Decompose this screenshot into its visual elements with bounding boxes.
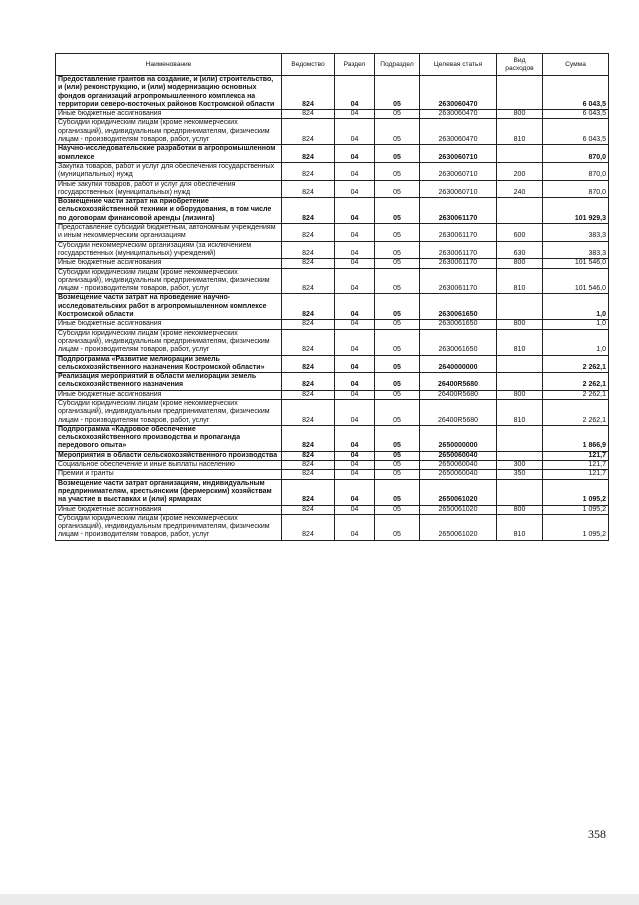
- cell-section: 04: [335, 425, 375, 451]
- cell-expense-type: [497, 198, 543, 224]
- cell-name: Научно-исследовательские разработки в агропромышленном комплексе: [56, 145, 282, 163]
- cell-expense-type: 240: [497, 180, 543, 198]
- cell-expense-type: 800: [497, 320, 543, 329]
- cell-amount: 2 262,1: [543, 355, 609, 373]
- cell-department: 824: [282, 76, 335, 110]
- cell-target-article: 2630060470: [420, 110, 497, 119]
- cell-section: 04: [335, 479, 375, 505]
- cell-name: Социальное обеспечение и иные выплаты населению: [56, 461, 282, 470]
- cell-expense-type: 630: [497, 241, 543, 259]
- table-row: [56, 119, 609, 145]
- cell-name: Возмещение части затрат организациям, индивидуальным предпринимателям, крестьянским (фермерским) хозяйствам на участие в выставках и (или) ярмарках: [56, 479, 282, 505]
- cell-department: 824: [282, 514, 335, 540]
- cell-department: 824: [282, 224, 335, 242]
- cell-expense-type: [497, 425, 543, 451]
- table-row: [56, 514, 609, 540]
- cell-expense-type: 800: [497, 390, 543, 399]
- cell-expense-type: 200: [497, 162, 543, 180]
- cell-amount: 121,7: [543, 451, 609, 460]
- cell-expense-type: [497, 76, 543, 110]
- cell-target-article: 2630061170: [420, 259, 497, 268]
- col-header-section: Раздел: [335, 54, 375, 76]
- table-row: [56, 399, 609, 425]
- cell-subsection: 05: [375, 198, 420, 224]
- col-header-expense-type: Вид расходов: [497, 54, 543, 76]
- cell-target-article: 2630060710: [420, 180, 497, 198]
- cell-target-article: 26400R5680: [420, 399, 497, 425]
- table-row: [56, 224, 609, 242]
- page-number: 358: [588, 827, 606, 841]
- cell-target-article: 2650061020: [420, 514, 497, 540]
- cell-section: 04: [335, 514, 375, 540]
- cell-target-article: 2640000000: [420, 355, 497, 373]
- scan-bottom-edge: [0, 894, 639, 905]
- cell-subsection: 05: [375, 241, 420, 259]
- cell-amount: 870,0: [543, 180, 609, 198]
- cell-section: 04: [335, 145, 375, 163]
- cell-section: 04: [335, 329, 375, 355]
- cell-subsection: 05: [375, 425, 420, 451]
- cell-department: 824: [282, 451, 335, 460]
- cell-section: 04: [335, 76, 375, 110]
- cell-name: Премии и гранты: [56, 470, 282, 479]
- table-body: [56, 76, 609, 541]
- table-row: [56, 479, 609, 505]
- cell-subsection: 05: [375, 119, 420, 145]
- cell-section: 04: [335, 198, 375, 224]
- cell-section: 04: [335, 241, 375, 259]
- table-row: [56, 241, 609, 259]
- cell-department: 824: [282, 479, 335, 505]
- cell-name: Возмещение части затрат на приобретение сельскохозяйственной техники и оборудования, в том числе по договорам финансовой аренды (лизинга): [56, 198, 282, 224]
- cell-section: 04: [335, 294, 375, 320]
- col-header-department: Ведомство: [282, 54, 335, 76]
- cell-subsection: 05: [375, 390, 420, 399]
- cell-subsection: 05: [375, 399, 420, 425]
- cell-amount: 1,0: [543, 294, 609, 320]
- cell-subsection: 05: [375, 479, 420, 505]
- cell-name: Реализация мероприятий в области мелиорации земель сельскохозяйственного назначения: [56, 373, 282, 391]
- cell-name: Иные бюджетные ассигнования: [56, 259, 282, 268]
- cell-target-article: 2650000000: [420, 425, 497, 451]
- cell-amount: 1 095,2: [543, 479, 609, 505]
- table-row: [56, 373, 609, 391]
- cell-expense-type: 800: [497, 259, 543, 268]
- cell-department: 824: [282, 241, 335, 259]
- cell-expense-type: 810: [497, 329, 543, 355]
- cell-amount: 2 262,1: [543, 373, 609, 391]
- cell-subsection: 05: [375, 224, 420, 242]
- table-row: [56, 268, 609, 294]
- cell-expense-type: [497, 145, 543, 163]
- table-row: [56, 259, 609, 268]
- cell-subsection: 05: [375, 373, 420, 391]
- table-row: [56, 355, 609, 373]
- cell-department: 824: [282, 320, 335, 329]
- cell-section: 04: [335, 119, 375, 145]
- cell-name: Субсидии юридическим лицам (кроме некоммерческих организаций), индивидуальным предпринимателям, физическим лицам - производителям товаров, работ, услуг: [56, 399, 282, 425]
- cell-expense-type: [497, 373, 543, 391]
- cell-target-article: 2630060470: [420, 76, 497, 110]
- table-row: [56, 470, 609, 479]
- cell-expense-type: [497, 479, 543, 505]
- cell-department: 824: [282, 461, 335, 470]
- cell-section: 04: [335, 259, 375, 268]
- cell-section: 04: [335, 373, 375, 391]
- table-row: [56, 451, 609, 460]
- cell-subsection: 05: [375, 268, 420, 294]
- cell-name: Субсидии юридическим лицам (кроме некоммерческих организаций), индивидуальным предпринимателям, физическим лицам - производителям товаров, работ, услуг: [56, 268, 282, 294]
- cell-section: 04: [335, 505, 375, 514]
- cell-department: 824: [282, 162, 335, 180]
- cell-name: Подпрограмма «Кадровое обеспечение сельскохозяйственного производства и пропаганда передового опыта»: [56, 425, 282, 451]
- cell-subsection: 05: [375, 76, 420, 110]
- table-row: [56, 505, 609, 514]
- cell-target-article: 2650060040: [420, 470, 497, 479]
- cell-target-article: 2630061170: [420, 241, 497, 259]
- cell-name: Иные бюджетные ассигнования: [56, 110, 282, 119]
- cell-expense-type: [497, 451, 543, 460]
- cell-name: Субсидии некоммерческим организациям (за исключением государственных (муниципальных) учреждений): [56, 241, 282, 259]
- table-header-row: [56, 54, 609, 76]
- cell-amount: 101 929,3: [543, 198, 609, 224]
- cell-target-article: 26400R5680: [420, 373, 497, 391]
- cell-amount: 1 095,2: [543, 505, 609, 514]
- table-row: [56, 110, 609, 119]
- cell-subsection: 05: [375, 162, 420, 180]
- cell-department: 824: [282, 180, 335, 198]
- cell-section: 04: [335, 390, 375, 399]
- cell-department: 824: [282, 268, 335, 294]
- cell-target-article: 2630061650: [420, 320, 497, 329]
- table-row: [56, 294, 609, 320]
- cell-target-article: 2630060470: [420, 119, 497, 145]
- cell-department: 824: [282, 110, 335, 119]
- cell-subsection: 05: [375, 320, 420, 329]
- table-row: [56, 329, 609, 355]
- cell-subsection: 05: [375, 180, 420, 198]
- cell-department: 824: [282, 329, 335, 355]
- cell-subsection: 05: [375, 294, 420, 320]
- cell-department: 824: [282, 145, 335, 163]
- table-row: [56, 180, 609, 198]
- cell-target-article: 2630060710: [420, 145, 497, 163]
- table-row: [56, 425, 609, 451]
- cell-subsection: 05: [375, 461, 420, 470]
- cell-expense-type: 810: [497, 268, 543, 294]
- col-header-subsection: Подраздел: [375, 54, 420, 76]
- cell-department: 824: [282, 373, 335, 391]
- table-row: [56, 76, 609, 110]
- cell-expense-type: [497, 355, 543, 373]
- cell-department: 824: [282, 390, 335, 399]
- cell-expense-type: 800: [497, 505, 543, 514]
- cell-subsection: 05: [375, 110, 420, 119]
- cell-target-article: 2630060710: [420, 162, 497, 180]
- cell-department: 824: [282, 425, 335, 451]
- cell-amount: 1,0: [543, 329, 609, 355]
- cell-amount: 6 043,5: [543, 76, 609, 110]
- table-row: [56, 320, 609, 329]
- cell-subsection: 05: [375, 514, 420, 540]
- cell-department: 824: [282, 119, 335, 145]
- cell-section: 04: [335, 224, 375, 242]
- cell-subsection: 05: [375, 355, 420, 373]
- table-row: [56, 162, 609, 180]
- cell-target-article: 2630061170: [420, 198, 497, 224]
- cell-section: 04: [335, 470, 375, 479]
- cell-subsection: 05: [375, 259, 420, 268]
- cell-amount: 1,0: [543, 320, 609, 329]
- cell-name: Иные бюджетные ассигнования: [56, 320, 282, 329]
- cell-section: 04: [335, 162, 375, 180]
- cell-name: Мероприятия в области сельскохозяйственного производства: [56, 451, 282, 460]
- cell-amount: 6 043,5: [543, 119, 609, 145]
- cell-amount: 870,0: [543, 162, 609, 180]
- cell-name: Возмещение части затрат на проведение научно-исследовательских работ в агропромышленном комплексе Костромской области: [56, 294, 282, 320]
- cell-amount: 383,3: [543, 241, 609, 259]
- cell-name: Субсидии юридическим лицам (кроме некоммерческих организаций), индивидуальным предпринимателям, физическим лицам - производителям товаров, работ, услуг: [56, 514, 282, 540]
- cell-amount: 101 546,0: [543, 268, 609, 294]
- col-header-amount: Сумма: [543, 54, 609, 76]
- cell-name: Подпрограмма «Развитие мелиорации земель сельскохозяйственного назначения Костромской области»: [56, 355, 282, 373]
- cell-expense-type: 600: [497, 224, 543, 242]
- col-header-target-article: Целевая статья: [420, 54, 497, 76]
- cell-target-article: 26400R5680: [420, 390, 497, 399]
- cell-department: 824: [282, 259, 335, 268]
- cell-amount: 2 262,1: [543, 399, 609, 425]
- cell-amount: 6 043,5: [543, 110, 609, 119]
- cell-subsection: 05: [375, 505, 420, 514]
- cell-expense-type: 810: [497, 399, 543, 425]
- cell-expense-type: [497, 294, 543, 320]
- cell-name: Предоставление субсидий бюджетным, автономным учреждениям и иным некоммерческим организациям: [56, 224, 282, 242]
- cell-section: 04: [335, 355, 375, 373]
- cell-section: 04: [335, 461, 375, 470]
- cell-department: 824: [282, 198, 335, 224]
- cell-section: 04: [335, 268, 375, 294]
- table-row: [56, 145, 609, 163]
- cell-amount: 121,7: [543, 470, 609, 479]
- cell-name: Закупка товаров, работ и услуг для обеспечения государственных (муниципальных) нужд: [56, 162, 282, 180]
- cell-department: 824: [282, 355, 335, 373]
- cell-name: Предоставление грантов на создание, и (или) строительство, и (или) реконструкцию, и (или) модернизацию основных фондов организаций агропромышленного комплекса на территории северо-восточных районов Костромской области: [56, 76, 282, 110]
- cell-target-article: 2630061650: [420, 329, 497, 355]
- cell-expense-type: 350: [497, 470, 543, 479]
- cell-target-article: 2650060040: [420, 451, 497, 460]
- cell-section: 04: [335, 180, 375, 198]
- cell-expense-type: 800: [497, 110, 543, 119]
- cell-target-article: 2630061170: [420, 268, 497, 294]
- cell-name: Субсидии юридическим лицам (кроме некоммерческих организаций), индивидуальным предпринимателям, физическим лицам - производителям товаров, работ, услуг: [56, 119, 282, 145]
- cell-name: Субсидии юридическим лицам (кроме некоммерческих организаций), индивидуальным предпринимателям, физическим лицам - производителям товаров, работ, услуг: [56, 329, 282, 355]
- table-row: [56, 461, 609, 470]
- cell-subsection: 05: [375, 470, 420, 479]
- cell-amount: 383,3: [543, 224, 609, 242]
- cell-subsection: 05: [375, 329, 420, 355]
- cell-name: Иные бюджетные ассигнования: [56, 390, 282, 399]
- table-row: [56, 390, 609, 399]
- cell-target-article: 2630061650: [420, 294, 497, 320]
- cell-department: 824: [282, 399, 335, 425]
- cell-department: 824: [282, 294, 335, 320]
- cell-target-article: 2650061020: [420, 505, 497, 514]
- cell-target-article: 2650061020: [420, 479, 497, 505]
- cell-subsection: 05: [375, 145, 420, 163]
- cell-expense-type: 300: [497, 461, 543, 470]
- cell-name: Иные закупки товаров, работ и услуг для обеспечения государственных (муниципальных) нужд: [56, 180, 282, 198]
- cell-target-article: 2630061170: [420, 224, 497, 242]
- cell-department: 824: [282, 470, 335, 479]
- cell-subsection: 05: [375, 451, 420, 460]
- cell-amount: 101 546,0: [543, 259, 609, 268]
- cell-section: 04: [335, 399, 375, 425]
- budget-table: [55, 53, 609, 541]
- cell-amount: 2 262,1: [543, 390, 609, 399]
- cell-target-article: 2650060040: [420, 461, 497, 470]
- cell-section: 04: [335, 451, 375, 460]
- cell-department: 824: [282, 505, 335, 514]
- cell-amount: 870,0: [543, 145, 609, 163]
- col-header-name: Наименование: [56, 54, 282, 76]
- cell-expense-type: 810: [497, 514, 543, 540]
- cell-section: 04: [335, 320, 375, 329]
- cell-name: Иные бюджетные ассигнования: [56, 505, 282, 514]
- cell-amount: 1 866,9: [543, 425, 609, 451]
- cell-expense-type: 810: [497, 119, 543, 145]
- table-row: [56, 198, 609, 224]
- cell-amount: 121,7: [543, 461, 609, 470]
- cell-section: 04: [335, 110, 375, 119]
- cell-amount: 1 095,2: [543, 514, 609, 540]
